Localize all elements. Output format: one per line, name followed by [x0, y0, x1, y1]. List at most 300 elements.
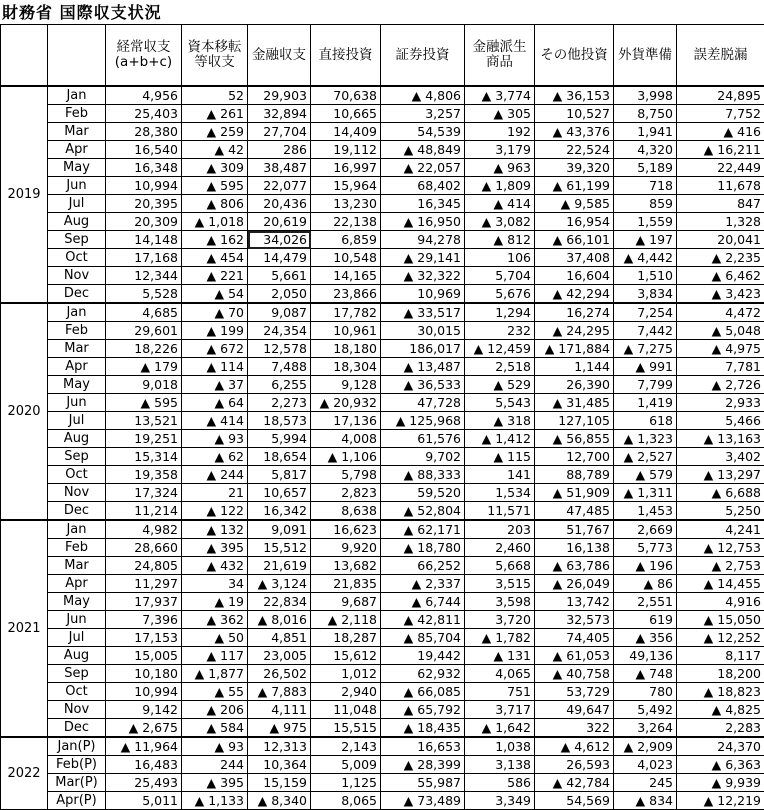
value-cell[interactable]: 244 [182, 756, 248, 774]
value-cell[interactable]: 18,573 [248, 412, 311, 430]
value-cell[interactable]: ▲ 33,517 [381, 303, 465, 322]
value-cell[interactable]: 1,534 [465, 484, 535, 502]
month-cell[interactable]: May [48, 593, 106, 611]
value-cell[interactable]: 4,320 [614, 141, 677, 159]
month-cell[interactable]: Jul [48, 629, 106, 647]
value-cell[interactable]: 4,111 [248, 701, 311, 719]
value-cell[interactable]: ▲ 584 [182, 719, 248, 738]
value-cell[interactable]: 3,720 [465, 611, 535, 629]
value-cell[interactable]: ▲ 975 [248, 719, 311, 738]
value-cell[interactable]: 25,403 [106, 105, 182, 123]
value-cell[interactable]: ▲ 1,018 [182, 213, 248, 231]
column-header-1[interactable] [48, 25, 106, 87]
value-cell[interactable]: 18,200 [677, 665, 764, 683]
value-cell[interactable]: ▲ 1,106 [311, 448, 381, 466]
value-cell[interactable]: 11,678 [677, 177, 764, 195]
value-cell[interactable]: 10,548 [311, 249, 381, 267]
value-cell[interactable]: 74,405 [535, 629, 614, 647]
value-cell[interactable]: 20,309 [106, 213, 182, 231]
value-cell[interactable]: 7,396 [106, 611, 182, 629]
value-cell[interactable]: 751 [465, 683, 535, 701]
value-cell[interactable]: ▲ 85,704 [381, 629, 465, 647]
value-cell[interactable]: ▲ 22,057 [381, 159, 465, 177]
value-cell[interactable]: ▲ 3,124 [248, 575, 311, 593]
value-cell[interactable]: ▲ 395 [182, 774, 248, 792]
value-cell[interactable]: ▲ 2,235 [677, 249, 764, 267]
value-cell[interactable]: 1,419 [614, 394, 677, 412]
value-cell[interactable]: 3,515 [465, 575, 535, 593]
value-cell[interactable]: 13,742 [535, 593, 614, 611]
year-cell[interactable]: 2022 [1, 737, 48, 810]
value-cell[interactable]: 8,065 [311, 792, 381, 810]
value-cell[interactable]: 286 [248, 141, 311, 159]
value-cell[interactable]: ▲ 4,612 [535, 737, 614, 756]
value-cell[interactable]: ▲ 42,811 [381, 611, 465, 629]
month-cell[interactable]: Mar(P) [48, 774, 106, 792]
value-cell[interactable]: 14,148 [106, 231, 182, 249]
value-cell[interactable]: 18,304 [311, 358, 381, 376]
value-cell[interactable]: 6,255 [248, 376, 311, 394]
value-cell[interactable]: 2,460 [465, 539, 535, 557]
value-cell[interactable]: 37,408 [535, 249, 614, 267]
value-cell[interactable]: ▲ 24,295 [535, 322, 614, 340]
value-cell[interactable]: 5,011 [106, 792, 182, 810]
value-cell[interactable]: 3,179 [465, 141, 535, 159]
value-cell[interactable]: 2,669 [614, 520, 677, 539]
value-cell[interactable]: 5,009 [311, 756, 381, 774]
value-cell[interactable]: ▲ 4,442 [614, 249, 677, 267]
value-cell[interactable]: 1,453 [614, 502, 677, 521]
value-cell[interactable]: 16,540 [106, 141, 182, 159]
value-cell[interactable]: ▲ 114 [182, 358, 248, 376]
value-cell[interactable]: 20,395 [106, 195, 182, 213]
month-cell[interactable]: Jan [48, 303, 106, 322]
value-cell[interactable]: ▲ 29,141 [381, 249, 465, 267]
value-cell[interactable]: ▲ 18,435 [381, 719, 465, 738]
value-cell[interactable]: ▲ 416 [677, 123, 764, 141]
value-cell[interactable]: 7,752 [677, 105, 764, 123]
value-cell[interactable]: ▲ 244 [182, 466, 248, 484]
value-cell[interactable]: 34 [182, 575, 248, 593]
value-cell[interactable]: ▲ 2,726 [677, 376, 764, 394]
value-cell[interactable]: 32,894 [248, 105, 311, 123]
value-cell[interactable]: ▲ 16,950 [381, 213, 465, 231]
value-cell[interactable]: 13,230 [311, 195, 381, 213]
value-cell[interactable]: 16,138 [535, 539, 614, 557]
value-cell[interactable]: 5,528 [106, 285, 182, 304]
value-cell[interactable]: 20,619 [248, 213, 311, 231]
value-cell[interactable]: 24,354 [248, 322, 311, 340]
value-cell[interactable]: ▲ 51,909 [535, 484, 614, 502]
value-cell[interactable]: ▲ 12,252 [677, 629, 764, 647]
value-cell[interactable]: 2,933 [677, 394, 764, 412]
value-cell[interactable]: 34,026 [248, 231, 311, 249]
value-cell[interactable]: ▲ 43,376 [535, 123, 614, 141]
value-cell[interactable]: ▲ 9,585 [535, 195, 614, 213]
value-cell[interactable]: ▲ 73,489 [381, 792, 465, 810]
value-cell[interactable]: 1,294 [465, 303, 535, 322]
value-cell[interactable]: 21 [182, 484, 248, 502]
value-cell[interactable]: 19,442 [381, 647, 465, 665]
value-cell[interactable]: 62,932 [381, 665, 465, 683]
value-cell[interactable]: ▲ 8,016 [248, 611, 311, 629]
value-cell[interactable]: 24,370 [677, 737, 764, 756]
value-cell[interactable]: 53,729 [535, 683, 614, 701]
value-cell[interactable]: ▲ 14,455 [677, 575, 764, 593]
value-cell[interactable]: 10,994 [106, 683, 182, 701]
value-cell[interactable]: 27,704 [248, 123, 311, 141]
value-cell[interactable]: ▲ 26,049 [535, 575, 614, 593]
month-cell[interactable]: Mar [48, 123, 106, 141]
value-cell[interactable]: ▲ 1,877 [182, 665, 248, 683]
column-header-5[interactable]: 直接投資 [311, 25, 381, 87]
value-cell[interactable]: ▲ 179 [106, 358, 182, 376]
value-cell[interactable]: ▲ 259 [182, 123, 248, 141]
value-cell[interactable]: 9,920 [311, 539, 381, 557]
value-cell[interactable]: ▲ 12,219 [677, 792, 764, 810]
value-cell[interactable]: ▲ 36,533 [381, 376, 465, 394]
value-cell[interactable]: 38,487 [248, 159, 311, 177]
value-cell[interactable]: 22,449 [677, 159, 764, 177]
value-cell[interactable]: 203 [465, 520, 535, 539]
value-cell[interactable]: ▲ 4,825 [677, 701, 764, 719]
value-cell[interactable]: 5,543 [465, 394, 535, 412]
value-cell[interactable]: 7,488 [248, 358, 311, 376]
value-cell[interactable]: 88,789 [535, 466, 614, 484]
value-cell[interactable]: ▲ 3,423 [677, 285, 764, 304]
value-cell[interactable]: 94,278 [381, 231, 465, 249]
value-cell[interactable]: ▲ 806 [182, 195, 248, 213]
value-cell[interactable]: ▲ 28,399 [381, 756, 465, 774]
value-cell[interactable]: ▲ 356 [614, 629, 677, 647]
month-cell[interactable]: Jul [48, 195, 106, 213]
value-cell[interactable]: 15,005 [106, 647, 182, 665]
value-cell[interactable]: 1,510 [614, 267, 677, 285]
value-cell[interactable]: ▲ 1,412 [465, 430, 535, 448]
month-cell[interactable]: Jan [48, 520, 106, 539]
value-cell[interactable]: 68,402 [381, 177, 465, 195]
value-cell[interactable]: 7,254 [614, 303, 677, 322]
month-cell[interactable]: Mar [48, 340, 106, 358]
value-cell[interactable]: 12,313 [248, 737, 311, 756]
value-cell[interactable]: ▲ 18,823 [677, 683, 764, 701]
value-cell[interactable]: ▲ 12,459 [465, 340, 535, 358]
value-cell[interactable]: 4,241 [677, 520, 764, 539]
value-cell[interactable]: ▲ 11,964 [106, 737, 182, 756]
value-cell[interactable]: ▲ 414 [182, 412, 248, 430]
value-cell[interactable]: 49,647 [535, 701, 614, 719]
value-cell[interactable]: 3,998 [614, 86, 677, 105]
value-cell[interactable]: 3,138 [465, 756, 535, 774]
year-cell[interactable]: 2020 [1, 303, 48, 520]
value-cell[interactable]: 780 [614, 683, 677, 701]
value-cell[interactable]: 20,436 [248, 195, 311, 213]
value-cell[interactable]: ▲ 834 [614, 792, 677, 810]
column-header-0[interactable] [1, 25, 48, 87]
value-cell[interactable]: ▲ 162 [182, 231, 248, 249]
value-cell[interactable]: 19,251 [106, 430, 182, 448]
value-cell[interactable]: 1,559 [614, 213, 677, 231]
value-cell[interactable]: 10,665 [311, 105, 381, 123]
value-cell[interactable]: 2,050 [248, 285, 311, 304]
value-cell[interactable]: 54,539 [381, 123, 465, 141]
value-cell[interactable]: 66,252 [381, 557, 465, 575]
value-cell[interactable]: 5,994 [248, 430, 311, 448]
value-cell[interactable]: ▲ 362 [182, 611, 248, 629]
value-cell[interactable]: 18,654 [248, 448, 311, 466]
year-cell[interactable]: 2019 [1, 86, 48, 303]
value-cell[interactable]: ▲ 18,780 [381, 539, 465, 557]
value-cell[interactable]: 25,493 [106, 774, 182, 792]
value-cell[interactable]: ▲ 991 [614, 358, 677, 376]
value-cell[interactable]: 2,143 [311, 737, 381, 756]
value-cell[interactable]: 5,492 [614, 701, 677, 719]
value-cell[interactable]: 1,328 [677, 213, 764, 231]
month-cell[interactable]: Oct [48, 683, 106, 701]
value-cell[interactable]: 3,349 [465, 792, 535, 810]
month-cell[interactable]: Aug [48, 213, 106, 231]
value-cell[interactable]: ▲ 812 [465, 231, 535, 249]
month-cell[interactable]: Sep [48, 665, 106, 683]
month-cell[interactable]: Nov [48, 484, 106, 502]
value-cell[interactable]: ▲ 131 [465, 647, 535, 665]
value-cell[interactable]: 22,524 [535, 141, 614, 159]
month-cell[interactable]: Sep [48, 448, 106, 466]
value-cell[interactable]: 16,348 [106, 159, 182, 177]
value-cell[interactable]: ▲ 62,171 [381, 520, 465, 539]
value-cell[interactable]: 5,704 [465, 267, 535, 285]
value-cell[interactable]: ▲ 579 [614, 466, 677, 484]
value-cell[interactable]: 4,956 [106, 86, 182, 105]
value-cell[interactable]: ▲ 65,792 [381, 701, 465, 719]
value-cell[interactable]: 15,512 [248, 539, 311, 557]
value-cell[interactable]: 2,823 [311, 484, 381, 502]
value-cell[interactable]: 8,638 [311, 502, 381, 521]
value-cell[interactable]: ▲ 221 [182, 267, 248, 285]
value-cell[interactable]: ▲ 7,275 [614, 340, 677, 358]
value-cell[interactable]: ▲ 12,753 [677, 539, 764, 557]
value-cell[interactable]: 127,105 [535, 412, 614, 430]
value-cell[interactable]: 232 [465, 322, 535, 340]
value-cell[interactable]: 859 [614, 195, 677, 213]
value-cell[interactable]: 141 [465, 466, 535, 484]
value-cell[interactable]: ▲ 31,485 [535, 394, 614, 412]
value-cell[interactable]: 16,997 [311, 159, 381, 177]
value-cell[interactable]: 5,661 [248, 267, 311, 285]
value-cell[interactable]: 186,017 [381, 340, 465, 358]
value-cell[interactable]: ▲ 19 [182, 593, 248, 611]
value-cell[interactable]: 9,128 [311, 376, 381, 394]
value-cell[interactable]: ▲ 8,340 [248, 792, 311, 810]
value-cell[interactable]: ▲ 2,118 [311, 611, 381, 629]
month-cell[interactable]: Nov [48, 701, 106, 719]
month-cell[interactable]: Apr [48, 358, 106, 376]
value-cell[interactable]: 4,982 [106, 520, 182, 539]
value-cell[interactable]: 10,180 [106, 665, 182, 683]
value-cell[interactable]: 9,091 [248, 520, 311, 539]
value-cell[interactable]: ▲ 56,855 [535, 430, 614, 448]
value-cell[interactable]: 28,660 [106, 539, 182, 557]
value-cell[interactable]: ▲ 595 [182, 177, 248, 195]
value-cell[interactable]: 14,165 [311, 267, 381, 285]
value-cell[interactable]: ▲ 63,786 [535, 557, 614, 575]
value-cell[interactable]: 52 [182, 86, 248, 105]
value-cell[interactable]: 2,283 [677, 719, 764, 738]
value-cell[interactable]: 4,916 [677, 593, 764, 611]
value-cell[interactable]: 22,077 [248, 177, 311, 195]
value-cell[interactable]: 4,851 [248, 629, 311, 647]
value-cell[interactable]: 23,866 [311, 285, 381, 304]
value-cell[interactable]: 15,964 [311, 177, 381, 195]
value-cell[interactable]: 718 [614, 177, 677, 195]
value-cell[interactable]: ▲ 36,153 [535, 86, 614, 105]
value-cell[interactable]: 10,527 [535, 105, 614, 123]
value-cell[interactable]: 619 [614, 611, 677, 629]
value-cell[interactable]: 1,125 [311, 774, 381, 792]
year-cell[interactable]: 2021 [1, 520, 48, 737]
value-cell[interactable]: 2,940 [311, 683, 381, 701]
month-cell[interactable]: Dec [48, 502, 106, 521]
value-cell[interactable]: 17,153 [106, 629, 182, 647]
value-cell[interactable]: 3,834 [614, 285, 677, 304]
value-cell[interactable]: ▲ 171,884 [535, 340, 614, 358]
month-cell[interactable]: Apr [48, 141, 106, 159]
value-cell[interactable]: ▲ 305 [465, 105, 535, 123]
value-cell[interactable]: 17,782 [311, 303, 381, 322]
value-cell[interactable]: ▲ 61,199 [535, 177, 614, 195]
value-cell[interactable]: 4,023 [614, 756, 677, 774]
value-cell[interactable]: 8,750 [614, 105, 677, 123]
value-cell[interactable]: 9,142 [106, 701, 182, 719]
column-header-2[interactable]: 経常収支 (a+b+c) [106, 25, 182, 87]
column-header-7[interactable]: 金融派生商品 [465, 25, 535, 87]
value-cell[interactable]: ▲ 40,758 [535, 665, 614, 683]
value-cell[interactable]: ▲ 2,675 [106, 719, 182, 738]
value-cell[interactable]: ▲ 6,462 [677, 267, 764, 285]
value-cell[interactable]: ▲ 6,688 [677, 484, 764, 502]
value-cell[interactable]: 11,297 [106, 575, 182, 593]
value-cell[interactable]: ▲ 197 [614, 231, 677, 249]
value-cell[interactable]: 55,987 [381, 774, 465, 792]
month-cell[interactable]: Oct [48, 249, 106, 267]
value-cell[interactable]: ▲ 1,133 [182, 792, 248, 810]
value-cell[interactable]: ▲ 748 [614, 665, 677, 683]
value-cell[interactable]: 26,390 [535, 376, 614, 394]
month-cell[interactable]: Aug [48, 430, 106, 448]
value-cell[interactable]: ▲ 70 [182, 303, 248, 322]
value-cell[interactable]: ▲ 52,804 [381, 502, 465, 521]
value-cell[interactable]: 1,941 [614, 123, 677, 141]
value-cell[interactable]: 18,226 [106, 340, 182, 358]
value-cell[interactable]: 47,728 [381, 394, 465, 412]
value-cell[interactable]: ▲ 2,527 [614, 448, 677, 466]
value-cell[interactable]: 22,834 [248, 593, 311, 611]
value-cell[interactable]: 15,612 [311, 647, 381, 665]
value-cell[interactable]: ▲ 206 [182, 701, 248, 719]
value-cell[interactable]: ▲ 2,337 [381, 575, 465, 593]
value-cell[interactable]: 1,038 [465, 737, 535, 756]
value-cell[interactable]: 5,466 [677, 412, 764, 430]
month-cell[interactable]: May [48, 376, 106, 394]
value-cell[interactable]: 8,117 [677, 647, 764, 665]
value-cell[interactable]: 3,257 [381, 105, 465, 123]
month-cell[interactable]: Jun [48, 394, 106, 412]
value-cell[interactable]: ▲ 42,784 [535, 774, 614, 792]
value-cell[interactable]: ▲ 529 [465, 376, 535, 394]
month-cell[interactable]: Feb [48, 105, 106, 123]
month-cell[interactable]: Aug [48, 647, 106, 665]
value-cell[interactable]: ▲ 122 [182, 502, 248, 521]
value-cell[interactable]: ▲ 32,322 [381, 267, 465, 285]
value-cell[interactable]: ▲ 432 [182, 557, 248, 575]
value-cell[interactable]: ▲ 5,048 [677, 322, 764, 340]
value-cell[interactable]: ▲ 13,163 [677, 430, 764, 448]
value-cell[interactable]: 19,358 [106, 466, 182, 484]
value-cell[interactable]: 10,364 [248, 756, 311, 774]
column-header-6[interactable]: 証券投資 [381, 25, 465, 87]
month-cell[interactable]: Dec [48, 285, 106, 304]
value-cell[interactable]: ▲ 61,053 [535, 647, 614, 665]
value-cell[interactable]: 12,344 [106, 267, 182, 285]
value-cell[interactable]: ▲ 13,297 [677, 466, 764, 484]
value-cell[interactable]: 1,144 [535, 358, 614, 376]
value-cell[interactable]: 11,048 [311, 701, 381, 719]
value-cell[interactable]: ▲ 2,753 [677, 557, 764, 575]
column-header-8[interactable]: その他投資 [535, 25, 614, 87]
value-cell[interactable]: ▲ 48,849 [381, 141, 465, 159]
value-cell[interactable]: 26,593 [535, 756, 614, 774]
value-cell[interactable]: ▲ 86 [614, 575, 677, 593]
value-cell[interactable]: ▲ 55 [182, 683, 248, 701]
value-cell[interactable]: 7,799 [614, 376, 677, 394]
value-cell[interactable]: ▲ 37 [182, 376, 248, 394]
value-cell[interactable]: ▲ 672 [182, 340, 248, 358]
value-cell[interactable]: 20,041 [677, 231, 764, 249]
value-cell[interactable]: 3,598 [465, 593, 535, 611]
column-header-3[interactable]: 資本移転等収支 [182, 25, 248, 87]
value-cell[interactable]: 15,314 [106, 448, 182, 466]
value-cell[interactable]: 10,657 [248, 484, 311, 502]
value-cell[interactable]: ▲ 1,323 [614, 430, 677, 448]
value-cell[interactable]: 12,700 [535, 448, 614, 466]
value-cell[interactable]: 322 [535, 719, 614, 738]
value-cell[interactable]: ▲ 1,311 [614, 484, 677, 502]
value-cell[interactable]: ▲ 66,085 [381, 683, 465, 701]
month-cell[interactable]: Sep [48, 231, 106, 249]
column-header-9[interactable]: 外貨準備 [614, 25, 677, 87]
value-cell[interactable]: ▲ 117 [182, 647, 248, 665]
value-cell[interactable]: ▲ 3,774 [465, 86, 535, 105]
value-cell[interactable]: 5,798 [311, 466, 381, 484]
value-cell[interactable]: 1,012 [311, 665, 381, 683]
month-cell[interactable]: Jun [48, 177, 106, 195]
value-cell[interactable]: 16,653 [381, 737, 465, 756]
month-cell[interactable]: Mar [48, 557, 106, 575]
value-cell[interactable]: ▲ 20,932 [311, 394, 381, 412]
value-cell[interactable]: ▲ 93 [182, 737, 248, 756]
value-cell[interactable]: ▲ 115 [465, 448, 535, 466]
value-cell[interactable]: 39,320 [535, 159, 614, 177]
value-cell[interactable]: 17,324 [106, 484, 182, 502]
value-cell[interactable]: ▲ 13,487 [381, 358, 465, 376]
value-cell[interactable]: 16,623 [311, 520, 381, 539]
value-cell[interactable]: 2,551 [614, 593, 677, 611]
value-cell[interactable]: ▲ 7,883 [248, 683, 311, 701]
value-cell[interactable]: 22,138 [311, 213, 381, 231]
value-cell[interactable]: 4,685 [106, 303, 182, 322]
value-cell[interactable]: ▲ 963 [465, 159, 535, 177]
month-cell[interactable]: Jun [48, 611, 106, 629]
